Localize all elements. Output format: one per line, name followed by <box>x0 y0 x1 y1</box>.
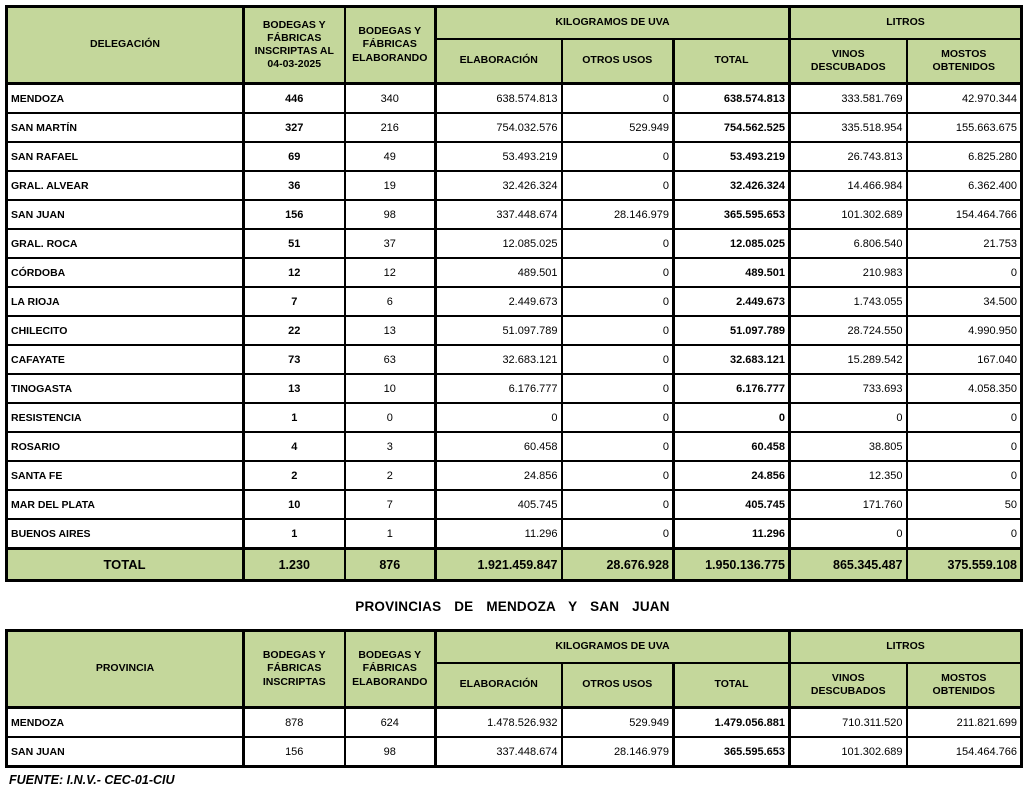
total-otros-usos-cell: 28.676.928 <box>562 549 674 581</box>
elaboracion-value-cell: 405.745 <box>436 490 562 519</box>
col-header-inscriptas: BODEGAS Y FÁBRICAS INSCRIPTAS AL 04-03-2025 <box>244 7 345 84</box>
mostos-obtenidos-value-cell: 0 <box>907 461 1022 490</box>
elaborando-value-cell: 12 <box>345 258 436 287</box>
inscriptas-value-cell: 156 <box>244 200 345 229</box>
mostos-obtenidos-value-cell: 211.821.699 <box>907 708 1022 738</box>
delegation-name-cell: RESISTENCIA <box>7 403 244 432</box>
group-header-kilogramos-2: KILOGRAMOS DE UVA <box>436 631 790 664</box>
group-header-kilogramos: KILOGRAMOS DE UVA <box>436 7 790 40</box>
elaborando-value-cell: 624 <box>345 708 436 738</box>
col-header-vinos-descubados: VINOS DESCUBADOS <box>790 39 907 84</box>
table-row <box>7 84 1022 114</box>
elaborando-value-cell: 98 <box>345 737 436 767</box>
mostos-obtenidos-value-cell: 4.058.350 <box>907 374 1022 403</box>
table-row <box>7 461 1022 490</box>
mostos-obtenidos-value-cell: 34.500 <box>907 287 1022 316</box>
delegations-table-header <box>7 7 1022 84</box>
elaborando-value-cell: 49 <box>345 142 436 171</box>
vinos-descubados-value-cell: 12.350 <box>790 461 907 490</box>
table-row <box>7 258 1022 287</box>
table-row <box>7 200 1022 229</box>
inscriptas-value-cell: 1 <box>244 403 345 432</box>
otros-usos-value-cell: 0 <box>562 403 674 432</box>
col-header-otros-usos-2: OTROS USOS <box>562 663 674 708</box>
total-kg-value-cell: 6.176.777 <box>674 374 790 403</box>
vinos-descubados-value-cell: 101.302.689 <box>790 737 907 767</box>
vinos-descubados-value-cell: 101.302.689 <box>790 200 907 229</box>
inscriptas-value-cell: 22 <box>244 316 345 345</box>
inscriptas-value-cell: 12 <box>244 258 345 287</box>
otros-usos-value-cell: 0 <box>562 461 674 490</box>
otros-usos-value-cell: 529.949 <box>562 708 674 738</box>
elaboracion-value-cell: 51.097.789 <box>436 316 562 345</box>
total-kg-value-cell: 2.449.673 <box>674 287 790 316</box>
elaboracion-value-cell: 337.448.674 <box>436 200 562 229</box>
total-kg-value-cell: 53.493.219 <box>674 142 790 171</box>
total-kg-value-cell: 32.426.324 <box>674 171 790 200</box>
total-kg-value-cell: 11.296 <box>674 519 790 549</box>
table-row <box>7 171 1022 200</box>
delegation-name-cell: SANTA FE <box>7 461 244 490</box>
total-kg-value-cell: 754.562.525 <box>674 113 790 142</box>
elaborando-value-cell: 6 <box>345 287 436 316</box>
col-header-inscriptas-2: BODEGAS Y FÁBRICAS INSCRIPTAS <box>244 631 345 708</box>
otros-usos-value-cell: 28.146.979 <box>562 737 674 767</box>
table-row <box>7 287 1022 316</box>
mostos-obtenidos-value-cell: 0 <box>907 432 1022 461</box>
otros-usos-value-cell: 0 <box>562 374 674 403</box>
mostos-obtenidos-value-cell: 0 <box>907 403 1022 432</box>
elaborando-value-cell: 37 <box>345 229 436 258</box>
delegation-name-cell: MENDOZA <box>7 84 244 114</box>
otros-usos-value-cell: 0 <box>562 84 674 114</box>
vinos-descubados-value-cell: 171.760 <box>790 490 907 519</box>
mostos-obtenidos-value-cell: 50 <box>907 490 1022 519</box>
col-header-total: TOTAL <box>674 39 790 84</box>
otros-usos-value-cell: 529.949 <box>562 113 674 142</box>
vinos-descubados-value-cell: 28.724.550 <box>790 316 907 345</box>
delegation-name-cell: ROSARIO <box>7 432 244 461</box>
vinos-descubados-value-cell: 333.581.769 <box>790 84 907 114</box>
mostos-obtenidos-value-cell: 6.362.400 <box>907 171 1022 200</box>
vinos-descubados-value-cell: 710.311.520 <box>790 708 907 738</box>
section-title: PROVINCIAS DE MENDOZA Y SAN JUAN <box>355 599 670 614</box>
vinos-descubados-value-cell: 38.805 <box>790 432 907 461</box>
total-vinos-cell: 865.345.487 <box>790 549 907 581</box>
inscriptas-value-cell: 2 <box>244 461 345 490</box>
col-header-elaborando-2: BODEGAS Y FÁBRICAS ELABORANDO <box>345 631 436 708</box>
vinos-descubados-value-cell: 0 <box>790 519 907 549</box>
col-header-delegacion: DELEGACIÓN <box>7 7 244 84</box>
inscriptas-value-cell: 156 <box>244 737 345 767</box>
total-kg-cell: 1.950.136.775 <box>674 549 790 581</box>
provinces-table <box>5 629 1023 768</box>
delegation-name-cell: CAFAYATE <box>7 345 244 374</box>
delegation-name-cell: SAN JUAN <box>7 200 244 229</box>
inscriptas-value-cell: 73 <box>244 345 345 374</box>
elaboracion-value-cell: 11.296 <box>436 519 562 549</box>
provinces-table-body <box>7 708 1022 767</box>
total-kg-value-cell: 638.574.813 <box>674 84 790 114</box>
col-header-mostos-obtenidos-2: MOSTOS OBTENIDOS <box>907 663 1022 708</box>
total-kg-value-cell: 24.856 <box>674 461 790 490</box>
total-row <box>7 549 1022 581</box>
mostos-obtenidos-value-cell: 0 <box>907 519 1022 549</box>
total-kg-value-cell: 489.501 <box>674 258 790 287</box>
elaboracion-value-cell: 1.478.526.932 <box>436 708 562 738</box>
otros-usos-value-cell: 0 <box>562 171 674 200</box>
elaborando-value-cell: 10 <box>345 374 436 403</box>
col-header-elaboracion-2: ELABORACIÓN <box>436 663 562 708</box>
total-kg-value-cell: 365.595.653 <box>674 737 790 767</box>
mostos-obtenidos-value-cell: 154.464.766 <box>907 737 1022 767</box>
otros-usos-value-cell: 0 <box>562 229 674 258</box>
elaboracion-value-cell: 12.085.025 <box>436 229 562 258</box>
inscriptas-value-cell: 327 <box>244 113 345 142</box>
mostos-obtenidos-value-cell: 0 <box>907 258 1022 287</box>
elaboracion-value-cell: 0 <box>436 403 562 432</box>
table-row <box>7 229 1022 258</box>
elaboracion-value-cell: 24.856 <box>436 461 562 490</box>
delegations-table <box>5 5 1023 582</box>
inscriptas-value-cell: 36 <box>244 171 345 200</box>
elaboracion-value-cell: 2.449.673 <box>436 287 562 316</box>
vinos-descubados-value-cell: 0 <box>790 403 907 432</box>
total-mostos-cell: 375.559.108 <box>907 549 1022 581</box>
source-note: FUENTE: I.N.V.- CEC-01-CIU <box>9 773 175 787</box>
table-row <box>7 316 1022 345</box>
elaboracion-value-cell: 53.493.219 <box>436 142 562 171</box>
mostos-obtenidos-value-cell: 155.663.675 <box>907 113 1022 142</box>
elaboracion-value-cell: 6.176.777 <box>436 374 562 403</box>
elaborando-value-cell: 216 <box>345 113 436 142</box>
table-row <box>7 374 1022 403</box>
otros-usos-value-cell: 0 <box>562 258 674 287</box>
col-header-elaborando: BODEGAS Y FÁBRICAS ELABORANDO <box>345 7 436 84</box>
inscriptas-value-cell: 7 <box>244 287 345 316</box>
col-header-provincia: PROVINCIA <box>7 631 244 708</box>
inscriptas-value-cell: 69 <box>244 142 345 171</box>
inscriptas-value-cell: 1 <box>244 519 345 549</box>
total-kg-value-cell: 32.683.121 <box>674 345 790 374</box>
inscriptas-value-cell: 446 <box>244 84 345 114</box>
col-header-total-2: TOTAL <box>674 663 790 708</box>
inscriptas-value-cell: 878 <box>244 708 345 738</box>
otros-usos-value-cell: 0 <box>562 519 674 549</box>
table-row <box>7 403 1022 432</box>
vinos-descubados-value-cell: 335.518.954 <box>790 113 907 142</box>
table-row <box>7 737 1022 767</box>
elaborando-value-cell: 98 <box>345 200 436 229</box>
total-kg-value-cell: 60.458 <box>674 432 790 461</box>
vinos-descubados-value-cell: 6.806.540 <box>790 229 907 258</box>
delegation-name-cell: BUENOS AIRES <box>7 519 244 549</box>
vinos-descubados-value-cell: 733.693 <box>790 374 907 403</box>
elaboracion-value-cell: 638.574.813 <box>436 84 562 114</box>
total-elaborando-cell: 876 <box>345 549 436 581</box>
inscriptas-value-cell: 4 <box>244 432 345 461</box>
total-label-cell: TOTAL <box>7 549 244 581</box>
delegation-name-cell: MENDOZA <box>7 708 244 738</box>
elaborando-value-cell: 63 <box>345 345 436 374</box>
table-row <box>7 708 1022 738</box>
mostos-obtenidos-value-cell: 167.040 <box>907 345 1022 374</box>
col-header-otros-usos: OTROS USOS <box>562 39 674 84</box>
total-kg-value-cell: 12.085.025 <box>674 229 790 258</box>
table-row <box>7 490 1022 519</box>
delegation-name-cell: SAN RAFAEL <box>7 142 244 171</box>
total-kg-value-cell: 1.479.056.881 <box>674 708 790 738</box>
otros-usos-value-cell: 0 <box>562 316 674 345</box>
total-kg-value-cell: 405.745 <box>674 490 790 519</box>
delegation-name-cell: SAN JUAN <box>7 737 244 767</box>
table-row <box>7 432 1022 461</box>
elaborando-value-cell: 0 <box>345 403 436 432</box>
mostos-obtenidos-value-cell: 42.970.344 <box>907 84 1022 114</box>
col-header-elaboracion: ELABORACIÓN <box>436 39 562 84</box>
vinos-descubados-value-cell: 14.466.984 <box>790 171 907 200</box>
table-row <box>7 345 1022 374</box>
elaborando-value-cell: 1 <box>345 519 436 549</box>
elaborando-value-cell: 19 <box>345 171 436 200</box>
inscriptas-value-cell: 10 <box>244 490 345 519</box>
elaborando-value-cell: 2 <box>345 461 436 490</box>
table-row <box>7 113 1022 142</box>
elaborando-value-cell: 340 <box>345 84 436 114</box>
delegation-name-cell: GRAL. ALVEAR <box>7 171 244 200</box>
mostos-obtenidos-value-cell: 154.464.766 <box>907 200 1022 229</box>
total-kg-value-cell: 365.595.653 <box>674 200 790 229</box>
elaborando-value-cell: 13 <box>345 316 436 345</box>
otros-usos-value-cell: 0 <box>562 287 674 316</box>
group-header-litros: LITROS <box>790 7 1022 40</box>
vinos-descubados-value-cell: 15.289.542 <box>790 345 907 374</box>
elaboracion-value-cell: 32.683.121 <box>436 345 562 374</box>
vinos-descubados-value-cell: 26.743.813 <box>790 142 907 171</box>
elaboracion-value-cell: 60.458 <box>436 432 562 461</box>
elaboracion-value-cell: 489.501 <box>436 258 562 287</box>
elaboracion-value-cell: 754.032.576 <box>436 113 562 142</box>
otros-usos-value-cell: 0 <box>562 142 674 171</box>
delegation-name-cell: CHILECITO <box>7 316 244 345</box>
delegations-table-body <box>7 84 1022 549</box>
delegation-name-cell: TINOGASTA <box>7 374 244 403</box>
col-header-vinos-descubados-2: VINOS DESCUBADOS <box>790 663 907 708</box>
elaborando-value-cell: 7 <box>345 490 436 519</box>
delegation-name-cell: SAN MARTÍN <box>7 113 244 142</box>
total-inscriptas-cell: 1.230 <box>244 549 345 581</box>
group-header-litros-2: LITROS <box>790 631 1022 664</box>
total-kg-value-cell: 0 <box>674 403 790 432</box>
delegation-name-cell: GRAL. ROCA <box>7 229 244 258</box>
elaborando-value-cell: 3 <box>345 432 436 461</box>
total-elaboracion-cell: 1.921.459.847 <box>436 549 562 581</box>
delegation-name-cell: LA RIOJA <box>7 287 244 316</box>
provinces-table-header <box>7 631 1022 708</box>
vinos-descubados-value-cell: 210.983 <box>790 258 907 287</box>
otros-usos-value-cell: 28.146.979 <box>562 200 674 229</box>
elaboracion-value-cell: 32.426.324 <box>436 171 562 200</box>
table-row <box>7 519 1022 549</box>
otros-usos-value-cell: 0 <box>562 432 674 461</box>
col-header-mostos-obtenidos: MOSTOS OBTENIDOS <box>907 39 1022 84</box>
inscriptas-value-cell: 51 <box>244 229 345 258</box>
mostos-obtenidos-value-cell: 4.990.950 <box>907 316 1022 345</box>
otros-usos-value-cell: 0 <box>562 490 674 519</box>
mostos-obtenidos-value-cell: 6.825.280 <box>907 142 1022 171</box>
total-kg-value-cell: 51.097.789 <box>674 316 790 345</box>
otros-usos-value-cell: 0 <box>562 345 674 374</box>
delegation-name-cell: MAR DEL PLATA <box>7 490 244 519</box>
elaboracion-value-cell: 337.448.674 <box>436 737 562 767</box>
inscriptas-value-cell: 13 <box>244 374 345 403</box>
delegation-name-cell: CÓRDOBA <box>7 258 244 287</box>
mostos-obtenidos-value-cell: 21.753 <box>907 229 1022 258</box>
table-row <box>7 142 1022 171</box>
vinos-descubados-value-cell: 1.743.055 <box>790 287 907 316</box>
